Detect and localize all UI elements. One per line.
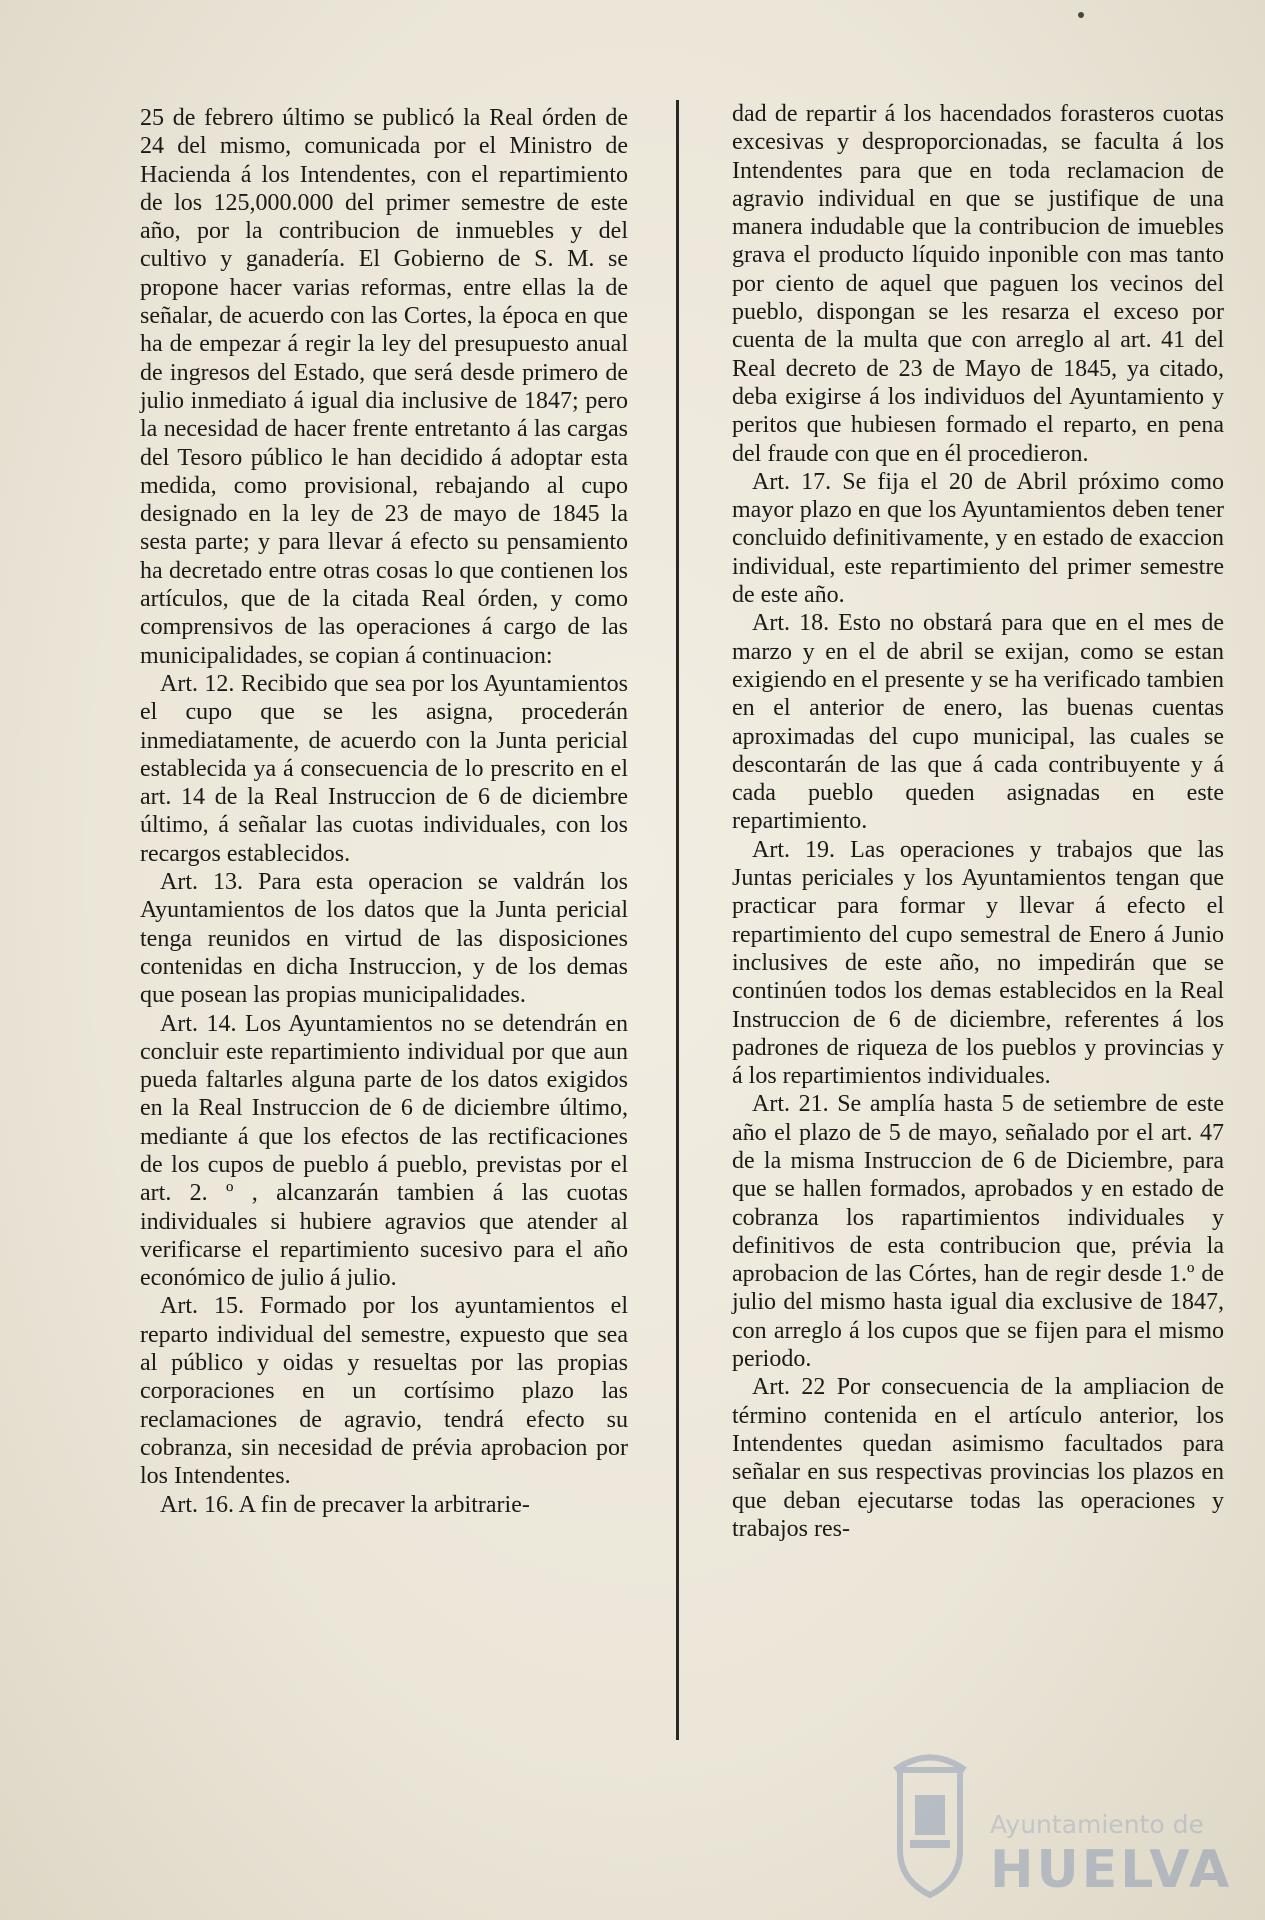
article-16-start: Art. 16. A fin de precaver la arbitrarie- [160, 1491, 530, 1518]
paragraph: 25 de febrero último se publicó la Real órden de 24 del mismo, comunicada por el Ministro de Hacienda á los Intendentes, con el repartimiento de los 125,000.000 del primer semestre de este año, por la contribucion de inmuebles y del cultivo y ganadería. El Gobierno de S. M. se propone hacer varias reformas, entre ellas la de señalar, de acuerdo con las Cortes, la época en que ha de empezar á regir la ley del presupuesto anual de ingresos del Estado, que será desde primero de julio inmediato á igual dia inclusive de 1847; pero la necesidad de hacer frente entretanto á las cargas del Tesoro público le han decidido á adoptar esta medida, como provisional, rebajando al cupo designado en la ley de 23 de mayo de 1845 la sesta parte; y para llevar á efecto su pensamiento ha decretado entre otras cosas lo que contienen los artículos, que de la citada Real órden, y como comprensivos de las operaciones á cargo de las municipalidades, se copian á continuacion: [140, 105, 628, 669]
article-17: Art. 17. Se fija el 20 de Abril próximo como mayor plazo en que los Ayuntamientos deben tener concluido definitivamente, y en estado de exaccion individual, este repartimiento del primer semestre de este año. [732, 468, 1224, 609]
article-13: Art. 13. Para esta operacion se valdrán los Ayuntamientos de los datos que la Junta pericial tenga reunidos en virtud de las disposiciones contenidas en dicha Instruccion, y de los demas que posean las propias municipalidades. [140, 869, 628, 1009]
article-18: Art. 18. Esto no obstará para que en el mes de marzo y en el de abril se exijan, como se estan exigiendo en el presente y se ha verificado tambien en el anterior de enero, las buenas cuentas aproximadas del cupo municipal, las cuales se descontarán de las que á cada contribuyente y á cada pueblo queden asignadas en este repartimiento. [732, 610, 1224, 835]
ayuntamiento-huelva-watermark [870, 1740, 1233, 1910]
article-21: Art. 21. Se amplía hasta 5 de setiembre de este año el plazo de 5 de mayo, señalado por el art. 47 de la misma Instruccion de 6 de Diciembre, para que se hallen formados, aprobados y en estado de cobranza los rapartimientos individuales y definitivos de esta contribucion que, prévia la aprobacion de las Córtes, han de regir desde 1.º de julio del mismo hasta igual dia exclusive de 1847, con arreglo á los cupos que se fijen para el mismo periodo. [732, 1091, 1224, 1373]
left-text-column [140, 104, 628, 1519]
article-22: Art. 22 Por consecuencia de la ampliacion de término contenida en el artículo anterior, los Intendentes quedan asimismo facultados para señalar en sus respectivas provincias los plazos en que deban ejecutarse todas las operaciones y trabajos res- [732, 1374, 1224, 1542]
column-divider [676, 100, 679, 1740]
article-14: Art. 14. Los Ayuntamientos no se detendrán en concluir este repartimiento individual por que aun pueda faltarles alguna parte de los datos exigidos en la Real Instruccion de 6 de diciembre último, mediante á que los efectos de las rectificaciones de los cupos de pueblo á pueblo, previstas por el art. 2. º , alcanzarán tambien á las cuotas individuales si hubiere agravios que atender al verificarse el repartimiento sucesivo para el año económico de julio á julio. [140, 1010, 628, 1292]
ink-dot [1078, 12, 1084, 18]
watermark-line1: Ayuntamiento de [990, 1810, 1204, 1839]
watermark-line2: HUELVA [990, 1840, 1233, 1900]
article-12: Art. 12. Recibido que sea por los Ayuntamientos el cupo que se les asigna, procederán inmediatamente, de acuerdo con la Junta pericial establecida ya á consecuencia de lo prescrito en el art. 14 de la Real Instruccion de 6 de diciembre último, á señalar las cuotas individuales, con los recargos establecidos. [140, 670, 628, 867]
paragraph-continuation: dad de repartir á los hacendados forasteros cuotas excesivas y desproporcionadas, se faculta á los Intendentes para que en toda reclamacion de agravio individual en que se justifique de una manera indudable que la contribucion de imuebles grava el producto líquido inponible con mas tanto por ciento de aquel que paguen los vecinos del pueblo, dispongan se les resarza el exceso por cuenta de la multa que con arreglo al art. 41 del Real decreto de 23 de Mayo de 1845, ya citado, deba exigirse á los individuos del Ayuntamiento y peritos que hubiesen formado el reparto, en pena del fraude con que en él procedieron. [732, 101, 1224, 467]
right-text-column [732, 100, 1224, 1543]
article-19: Art. 19. Las operaciones y trabajos que las Juntas periciales y los Ayuntamientos tengan que practicar para formar y llevar á efecto el repartimiento del cupo semestral de Enero á Junio inclusives de este año, no impedirán que se continúen todos los demas establecidos en la Real Instruccion de 6 de diciembre, referentes á los padrones de riqueza de los pueblos y provincias y á los repartimientos individuales. [732, 836, 1224, 1090]
article-15: Art. 15. Formado por los ayuntamientos el reparto individual del semestre, expuesto que sea al público y oidas y resueltas por las propias corporaciones en un cortísimo plazo las reclamaciones de agravio, tendrá efecto su cobranza, sin necesidad de prévia aprobacion por los Intendentes. [140, 1293, 628, 1490]
coat-of-arms-icon [880, 1740, 980, 1900]
